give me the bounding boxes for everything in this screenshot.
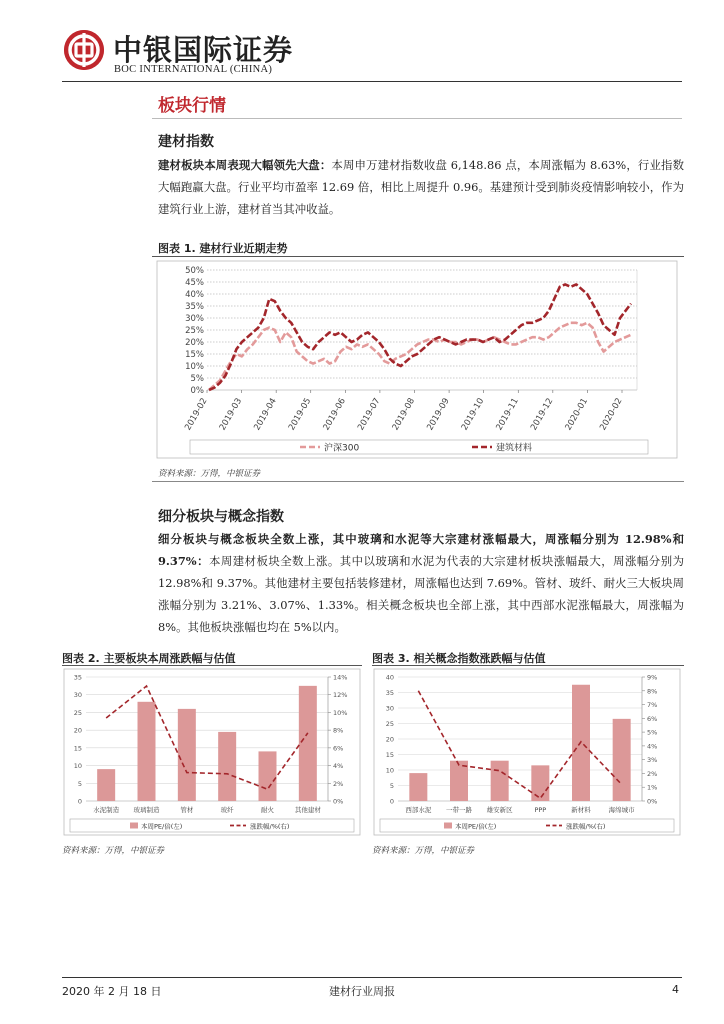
x-tick-label: 2020-01 bbox=[563, 396, 591, 433]
figure2-source: 资料来源：万得，中银证券 bbox=[62, 846, 165, 856]
category-label: 雄安新区 bbox=[486, 806, 513, 814]
right-y-tick-label: 9% bbox=[647, 673, 658, 682]
x-tick-label: 2019-02 bbox=[183, 396, 210, 433]
left-y-tick-label: 15 bbox=[73, 744, 82, 753]
category-label: 耐火 bbox=[261, 806, 274, 814]
left-y-tick-label: 0 bbox=[77, 797, 82, 806]
x-tick-label: 2020-02 bbox=[598, 396, 625, 433]
right-y-tick-label: 5% bbox=[647, 728, 658, 737]
pe-bar bbox=[531, 765, 549, 801]
figure2-legend bbox=[70, 819, 354, 832]
right-y-tick-label: 1% bbox=[647, 783, 658, 792]
boc-logo bbox=[64, 30, 104, 70]
right-y-tick-label: 8% bbox=[333, 726, 344, 735]
right-y-tick-label: 3% bbox=[647, 756, 658, 765]
legend-label-pe-3: 本周PE/倍(左) bbox=[455, 822, 497, 831]
figure2-chart bbox=[62, 667, 362, 837]
paragraph-body: 本周申万建材指数收盘 6,148.86 点，本周涨幅为 8.63%，行业指数大幅跑赢大盘。行业平均市盈率 12.69 倍，相比上周提升 0.96。基建预计受到肺炎疫情影响较小，作为建筑行业上游，建材首当其冲收益。 bbox=[158, 158, 684, 216]
y-tick-label: 25% bbox=[185, 326, 204, 336]
left-y-tick-label: 25 bbox=[73, 708, 82, 717]
footer-page-number: 4 bbox=[672, 983, 679, 996]
right-y-tick-label: 14% bbox=[333, 673, 348, 682]
category-label: 水泥制造 bbox=[93, 806, 120, 814]
category-label: 玻纤 bbox=[220, 806, 234, 814]
left-y-tick-label: 10 bbox=[385, 766, 394, 775]
legend-label-pe: 本周PE/倍(左) bbox=[141, 822, 183, 831]
paragraph-body-2: 本周建材板块全数上涨。其中以玻璃和水泥为代表的大宗建材板块涨幅最大，周涨幅分别为 12.98%和 9.37%。其他建材主要包括装修建材，周涨幅也达到 7.69%。管材、玻纤、耐火三大板块周涨幅分别为 3.21%、3.07%、1.33%。相关概念板块也全部上涨，其中西部水泥涨幅最大，周涨幅为 8%。其他板块涨幅也均在 5%以内。 bbox=[158, 554, 684, 634]
category-label: 新材料 bbox=[571, 806, 591, 814]
paragraph-lead-2: 细分板块与概念板块全数上涨，其中玻璃和水泥等大宗建材涨幅最大，周涨幅分别为 12.98%和 9.37%： bbox=[158, 532, 684, 568]
x-tick-label: 2019-08 bbox=[390, 396, 418, 433]
left-y-tick-label: 5 bbox=[389, 782, 394, 790]
legend-label-change-3: 涨跌幅/%(右) bbox=[566, 822, 606, 831]
pe-bar bbox=[178, 709, 196, 801]
figure1-legend bbox=[190, 440, 648, 454]
left-y-tick-label: 30 bbox=[385, 704, 394, 713]
paragraph-lead: 建材板块本周表现大幅领先大盘： bbox=[158, 158, 332, 172]
legend-label-change: 涨跌幅/%(右) bbox=[250, 822, 290, 831]
pe-bar bbox=[259, 751, 277, 801]
y-tick-label: 10% bbox=[185, 362, 204, 372]
left-y-tick-label: 0 bbox=[389, 797, 394, 806]
legend-label-hs300: 沪深300 bbox=[324, 443, 360, 454]
x-tick-label: 2019-03 bbox=[217, 396, 245, 433]
left-y-tick-label: 15 bbox=[385, 751, 394, 759]
category-label: PPP bbox=[534, 806, 547, 814]
figure1-title: 图表 1. 建材行业近期走势 bbox=[158, 242, 288, 255]
subsection-title-segments: 细分板块与概念指数 bbox=[158, 509, 284, 525]
subsection-title-index: 建材指数 bbox=[158, 134, 214, 150]
figure2-rule bbox=[62, 665, 362, 666]
figure3-title: 图表 3. 相关概念指数涨跌幅与估值 bbox=[372, 652, 546, 665]
x-tick-label: 2019-09 bbox=[425, 396, 452, 433]
footer-divider bbox=[62, 977, 682, 978]
left-y-tick-label: 40 bbox=[385, 673, 394, 682]
pe-bar bbox=[409, 773, 427, 801]
right-y-tick-label: 4% bbox=[647, 742, 658, 751]
left-y-tick-label: 35 bbox=[73, 673, 82, 682]
header-divider bbox=[62, 81, 682, 82]
x-tick-label: 2019-04 bbox=[252, 396, 279, 433]
category-label: 其他建材 bbox=[294, 806, 321, 814]
right-y-tick-label: 2% bbox=[333, 779, 344, 788]
right-y-tick-label: 12% bbox=[333, 691, 348, 700]
pe-bar bbox=[299, 686, 317, 801]
left-y-tick-label: 10 bbox=[73, 762, 82, 771]
legend-swatch-pe-3 bbox=[444, 823, 452, 829]
boc-logo-icon bbox=[64, 30, 104, 70]
figure3-legend bbox=[380, 819, 674, 832]
pe-bar bbox=[138, 702, 156, 801]
y-tick-label: 15% bbox=[185, 350, 204, 360]
paragraph-index bbox=[158, 154, 684, 220]
right-y-tick-label: 7% bbox=[647, 701, 658, 710]
x-tick-label: 2019-05 bbox=[286, 396, 314, 433]
figure1-rule bbox=[152, 256, 684, 257]
right-y-tick-label: 2% bbox=[647, 769, 658, 778]
figure1-bottom-rule bbox=[152, 481, 684, 482]
right-y-tick-label: 6% bbox=[333, 744, 344, 753]
left-y-tick-label: 5 bbox=[77, 779, 82, 788]
figure3-rule bbox=[372, 665, 684, 666]
y-tick-label: 30% bbox=[185, 314, 204, 324]
y-tick-label: 5% bbox=[190, 374, 204, 384]
category-label: 玻璃制造 bbox=[133, 806, 160, 814]
y-tick-label: 45% bbox=[185, 278, 204, 288]
category-label: 一带一路 bbox=[446, 806, 472, 814]
pe-bar bbox=[613, 719, 631, 801]
section-title: 板块行情 bbox=[158, 96, 226, 116]
right-y-tick-label: 4% bbox=[333, 762, 344, 771]
y-tick-label: 0% bbox=[190, 386, 204, 396]
left-y-tick-label: 35 bbox=[385, 689, 394, 697]
left-y-tick-label: 30 bbox=[73, 691, 82, 700]
left-y-tick-label: 25 bbox=[385, 720, 394, 728]
right-y-tick-label: 0% bbox=[647, 797, 658, 806]
x-tick-label: 2019-07 bbox=[356, 396, 383, 433]
y-tick-label: 50% bbox=[185, 266, 204, 276]
left-y-tick-label: 20 bbox=[385, 735, 394, 744]
category-label: 海绵城市 bbox=[608, 806, 635, 814]
brand-name-cn: 中银国际证券 bbox=[113, 33, 294, 67]
pe-bar bbox=[491, 761, 509, 801]
x-tick-label: 2019-12 bbox=[529, 396, 556, 433]
right-y-tick-label: 8% bbox=[647, 687, 658, 696]
figure1-chart bbox=[152, 258, 684, 463]
legend-label-building: 建筑材料 bbox=[496, 443, 533, 454]
figure2-title: 图表 2. 主要板块本周涨跌幅与估值 bbox=[62, 652, 236, 665]
x-tick-label: 2019-11 bbox=[494, 396, 521, 433]
x-tick-label: 2019-10 bbox=[459, 396, 487, 433]
y-tick-label: 20% bbox=[185, 338, 204, 348]
category-label: 西部水泥 bbox=[405, 806, 432, 814]
figure3-source: 资料来源：万得，中银证券 bbox=[372, 846, 475, 856]
legend-swatch-pe bbox=[130, 823, 138, 829]
figure3-chart bbox=[372, 667, 684, 837]
section-divider bbox=[152, 118, 682, 119]
y-tick-label: 40% bbox=[185, 290, 204, 300]
y-tick-label: 35% bbox=[185, 302, 204, 312]
right-y-tick-label: 0% bbox=[333, 797, 344, 806]
x-tick-label: 2019-06 bbox=[321, 396, 348, 433]
footer-report-type: 建材行业周报 bbox=[329, 985, 395, 998]
brand-name-en: BOC INTERNATIONAL (CHINA) bbox=[114, 64, 273, 75]
left-y-tick-label: 20 bbox=[73, 726, 82, 735]
figure1-source: 资料来源：万得，中银证券 bbox=[158, 469, 261, 479]
category-label: 管材 bbox=[180, 806, 194, 814]
right-y-tick-label: 10% bbox=[333, 708, 348, 717]
right-y-tick-label: 6% bbox=[647, 714, 658, 723]
pe-bar bbox=[97, 769, 115, 801]
pe-bar bbox=[218, 732, 236, 801]
paragraph-segments bbox=[158, 528, 684, 638]
footer-date: 2020 年 2 月 18 日 bbox=[62, 985, 162, 998]
